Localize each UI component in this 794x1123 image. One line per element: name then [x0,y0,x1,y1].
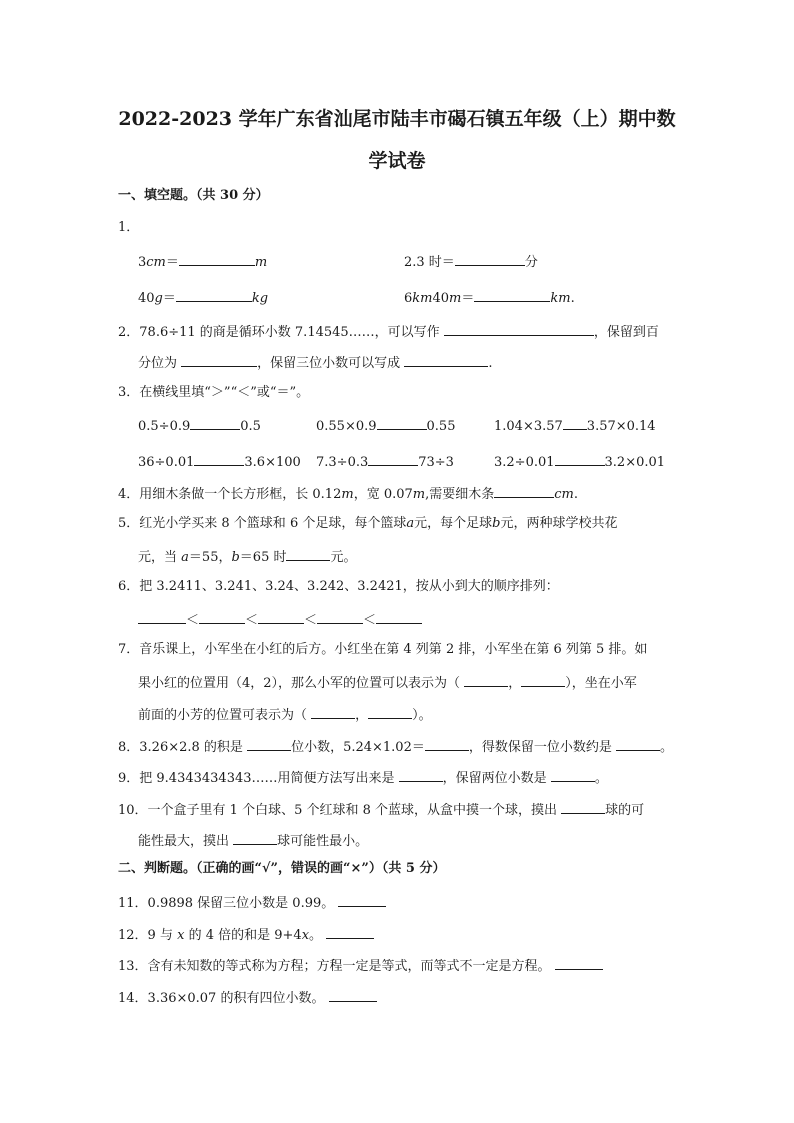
question-1-number: 1． [118,220,140,235]
answer-blank[interactable] [377,415,427,430]
answer-blank[interactable] [194,451,244,466]
exam-title-line1: 2022-2023 学年广东省汕尾市陆丰市碣石镇五年级（上）期中数 [118,108,676,130]
section-fill-blank-heading: 一、填空题。（共 30 分） [118,188,269,203]
compare-item: 36÷0.01 3.6×100 [138,451,301,472]
answer-blank[interactable] [199,609,245,624]
answer-blank[interactable] [474,287,550,302]
question-10-line2: 能性最大，摸出 球可能性最小。 [138,830,368,851]
answer-blank[interactable] [329,987,377,1002]
answer-blank[interactable] [494,483,554,498]
exam-title-line2: 学试卷 [368,150,426,172]
answer-blank[interactable] [368,451,418,466]
answer-blank[interactable] [138,609,186,624]
question-1-item-d: 6km40m＝ km. [404,287,575,308]
answer-blank[interactable] [338,892,386,907]
question-13: 13．含有未知数的等式称为方程；方程一定是等式，而等式不一定是方程。 [118,955,603,976]
question-10-line1: 10．一个盒子里有 1 个白球、5 个红球和 8 个蓝球，从盒中摸一个球，摸出 球的可 [118,799,644,820]
answer-blank[interactable] [311,704,355,719]
question-5-line2: 元，当 a＝55，b＝65 时 元。 [138,546,357,567]
answer-blank[interactable] [464,672,508,687]
question-6-order-blanks: ＜ ＜ ＜ ＜ [138,609,422,630]
question-1-item-b: 2.3 时＝ 分 [404,251,538,272]
question-6-line1: 6．把 3.2411、3.241、3.24、3.242、3.2421，按从小到大的顺序排列： [118,579,559,594]
question-3-heading: 3．在横线里填“＞”“＜”或“＝”。 [118,385,310,400]
answer-blank[interactable] [425,736,469,751]
question-1-item-a: 3cm＝ m [138,251,267,272]
answer-blank[interactable] [555,955,603,970]
question-7-line2: 果小红的位置用（4，2），那么小军的位置可以表示为（ ， ），坐在小军 [138,672,637,693]
answer-blank[interactable] [521,672,565,687]
answer-blank[interactable] [563,415,587,430]
answer-blank[interactable] [455,251,525,266]
answer-blank[interactable] [233,830,277,845]
answer-blank[interactable] [551,767,595,782]
answer-blank[interactable] [179,251,255,266]
question-14: 14．3.36×0.07 的积有四位小数。 [118,987,377,1008]
question-8: 8．3.26×2.8 的积是 位小数，5.24×1.02＝ ，得数保留一位小数约是 。 [118,736,673,757]
answer-blank[interactable] [258,609,304,624]
answer-blank[interactable] [368,704,412,719]
answer-blank[interactable] [561,799,605,814]
section-true-false-heading: 二、判断题。（正确的画“√”，错误的画“×”）（共 5 分） [118,861,446,876]
question-4: 4．用细木条做一个长方形框，长 0.12m，宽 0.07m,需要细木条 cm. [118,483,578,504]
answer-blank[interactable] [399,767,443,782]
question-2-line1: 2．78.6÷11 的商是循环小数 7.14545……，可以写作 ，保留到百 [118,321,659,342]
answer-blank[interactable] [444,321,594,336]
answer-blank[interactable] [286,546,330,561]
compare-item: 7.3÷0.3 73÷3 [316,451,454,472]
answer-blank[interactable] [247,736,291,751]
question-1-item-c: 40g＝ kg [138,287,268,308]
compare-item: 1.04×3.57 3.57×0.14 [494,415,656,436]
answer-blank[interactable] [326,924,374,939]
answer-blank[interactable] [190,415,240,430]
compare-item: 3.2÷0.01 3.2×0.01 [494,451,665,472]
question-9: 9．把 9.4343434343……用简便方法写出来是 ，保留两位小数是 。 [118,767,608,788]
question-2-line2: 分位为 ，保留三位小数可以写成 . [138,352,492,373]
question-7-line1: 7．音乐课上，小军坐在小红的后方。小红坐在第 4 列第 2 排，小军坐在第 6 列第 5 排。如 [118,642,648,657]
question-7-line3: 前面的小芳的位置可表示为（ ， ）。 [138,704,432,725]
answer-blank[interactable] [176,287,252,302]
answer-blank[interactable] [317,609,363,624]
answer-blank[interactable] [376,609,422,624]
answer-blank[interactable] [555,451,605,466]
question-11: 11．0.9898 保留三位小数是 0.99。 [118,892,386,913]
compare-item: 0.55×0.9 0.55 [316,415,455,436]
compare-item: 0.5÷0.9 0.5 [138,415,261,436]
answer-blank[interactable] [181,352,257,367]
answer-blank[interactable] [616,736,660,751]
question-12: 12．9 与 x 的 4 倍的和是 9+4x。 [118,924,374,945]
answer-blank[interactable] [404,352,488,367]
question-5-line1: 5．红光小学买来 8 个篮球和 6 个足球，每个篮球a元，每个足球b元，两种球学校共花 [118,516,618,531]
